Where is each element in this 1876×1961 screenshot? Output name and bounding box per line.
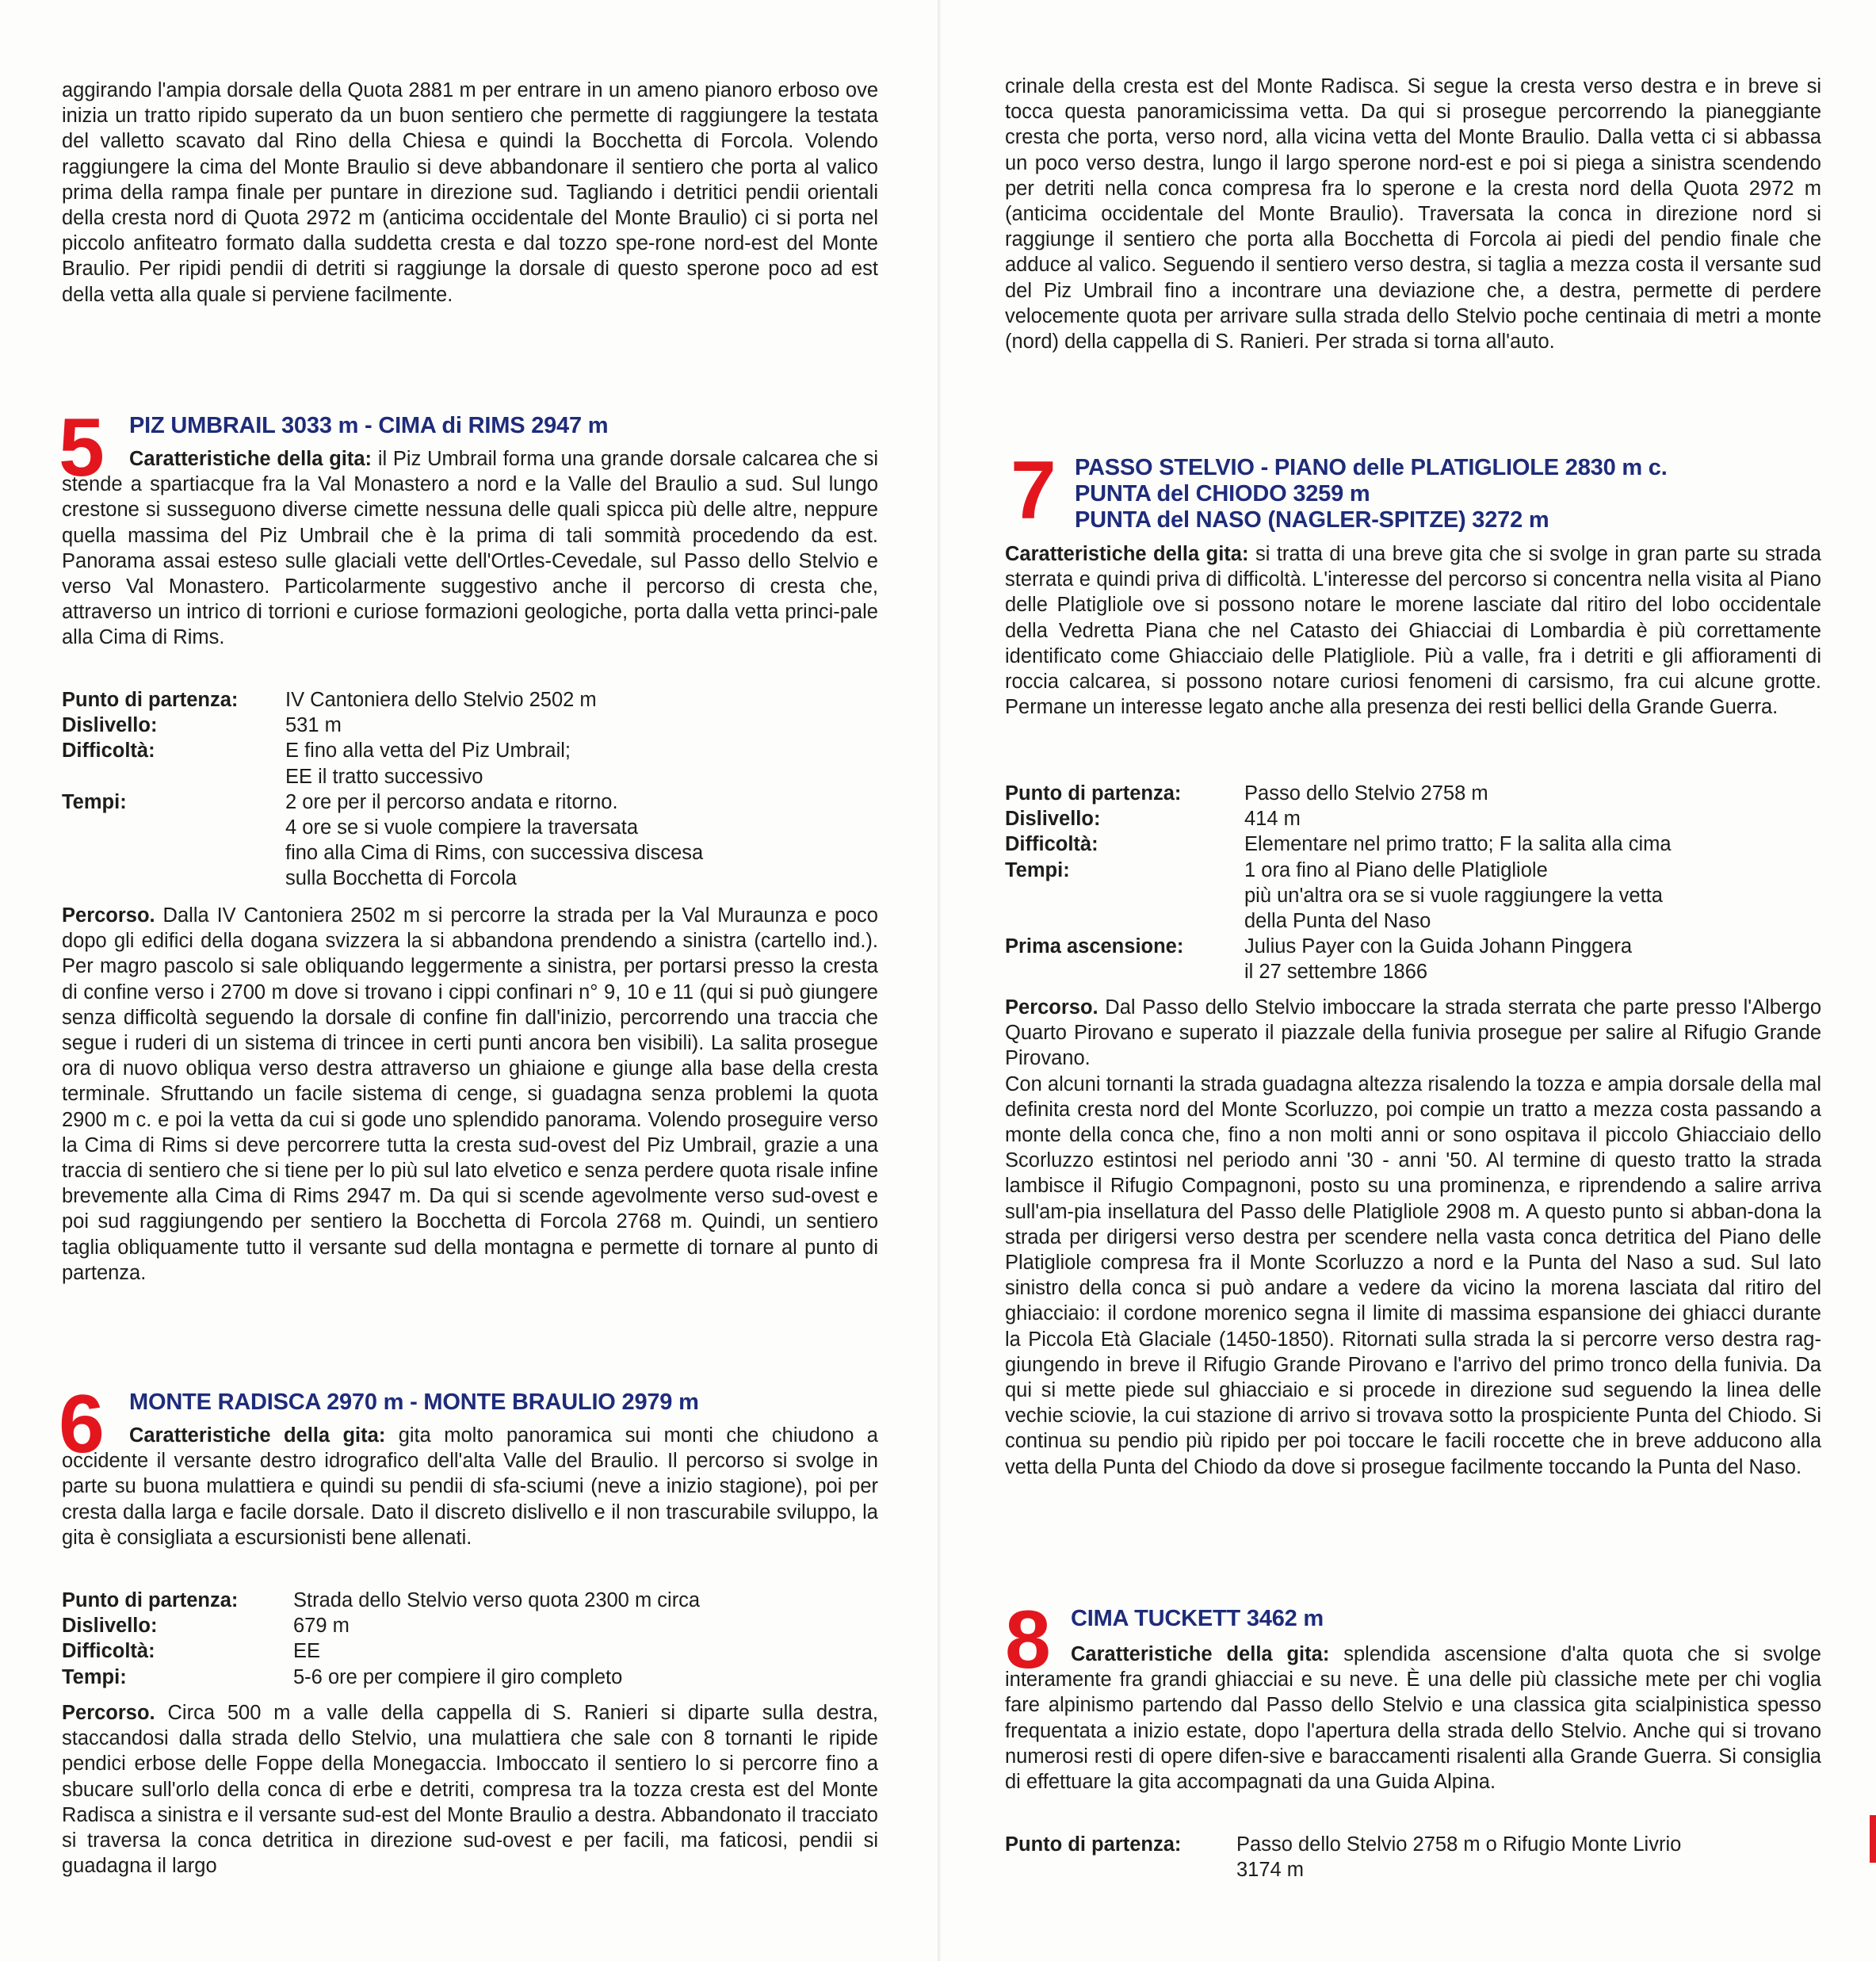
- section-7-title-line-2: PUNTA del CHIODO 3259 m: [1075, 481, 1370, 506]
- right-intro-text: crinale della cresta est del Monte Radisca. Si segue la cresta verso destra e in breve si tocca questa panoramicissima vetta. Da qui si prosegue percorrendo la pianeggiante cresta che porta, verso nord, alla vicina vetta del Monte Braulio. Dalla vetta ci si abbassa un poco verso destra, lungo il largo sperone nord-est e poi si piega a sinistra scendendo per detriti nella conca compresa fra lo sperone e la cresta nord della Quota 2972 m (anticima occidentale del Monte Braulio). Traversata la conca in direzione nord si raggiunge il sentiero che porta alla Bocchetta di Forcola ai piedi del pendio finale che adduce al valico. Seguendo il sentiero verso destra, si taglia a mezza costa il versante sud del Piz Umbrail fino a incontrare una deviazione che, a destra, permette di perdere velocemente quota per arrivare sulla strada dello Stelvio poche centinaia di metri a monte (nord) della cappella di S. Ranieri. Per strada si torna all'auto.: [1005, 75, 1821, 354]
- section-6-route-label: Percorso.: [62, 1702, 155, 1724]
- section-5-route-label: Percorso.: [62, 904, 155, 927]
- page-gutter: [938, 0, 941, 1961]
- page-edge-tab: [1870, 1815, 1876, 1863]
- s5-info-val-difficulty-2: EE il tratto successivo: [285, 765, 483, 788]
- section-7-number: 7: [1011, 445, 1055, 537]
- section-8-number: 8: [1005, 1594, 1049, 1686]
- section-8-char-label: Caratteristiche della gita:: [1071, 1643, 1330, 1665]
- s7-info-val-difficulty: Elementare nel primo tratto; F la salita alla cima: [1244, 833, 1672, 856]
- s7-info-val-times-3: della Punta del Naso: [1244, 910, 1431, 933]
- section-7-route-text: Dal Passo dello Stelvio imboccare la strada sterrata che parte presso l'Albergo Quarto Pirovano e superato il piazzale della funivia prosegue per salire al Rifugio Grande Pirovano.: [1005, 996, 1821, 1070]
- section-7-title: [1075, 455, 1668, 533]
- section-6-char-text: gita molto panoramica sui monti che chiudono a occidente il versante destro idrografico dell'alta Valle del Braulio. Il percorso si svolge in parte su buona mulattiera e quindi su pendii di sfa-sciumi (neve a inizio stagione), poi per cresta dalla larga e facile dorsale. Dato il discreto dislivello e il non trascurabile sviluppo, la gita è consigliata a escursionisti bene allenati.: [62, 1424, 878, 1549]
- s7-info-val-first-ascent-1: Julius Payer con la Guida Johann Pinggera: [1244, 935, 1633, 958]
- section-6-info: [62, 1588, 878, 1690]
- s5-info-val-times-3: fino alla Cima di Rims, con successiva discesa: [285, 842, 704, 865]
- section-7-char-label: Caratteristiche della gita:: [1005, 543, 1249, 565]
- s7-info-val-times-1: 1 ora fino al Piano delle Platigliole: [1244, 858, 1548, 881]
- s6-info-key-start: Punto di partenza:: [62, 1589, 239, 1611]
- section-7-characteristics: [1005, 541, 1821, 720]
- s6-info-val-times: 5-6 ore per compiere il giro completo: [293, 1665, 623, 1688]
- section-5-route-text: Dalla IV Cantoniera 2502 m si percorre la strada per la Val Muraunza e poco dopo gli edifici della dogana svizzera la si abbandona prendendo a sinistra (cartello ind.). Per magro pascolo si sale obliquando leggermente a sinistra, per portarsi presso la cresta di confine verso i 2700 m dove si trovano i cippi confinari n° 9, 10 e 11 (qui si può giungere senza difficoltà seguendo la dorsale di confine fin dall'inizio, percorrendo una traccia che segue i ruderi di un sistema di trincee in certi punti ancora ben visibili). La salita prosegue ora di nuovo obliqua verso destra attraverso un ghiaione e giunge alla base della cresta terminale. Sfruttando un facile sistema di cenge, si guadagna senza problemi la quota 2900 m c. e poi la vetta da cui si gode uno splendido panorama. Volendo proseguire verso la Cima di Rims si deve percorrere tutta la cresta sud-ovest del Piz Umbrail, grazie a una traccia di sentiero che si tiene per lo più sul lato elvetico e senza perdere quota risale infine brevemente alla Cima di Rims 2947 m. Da qui si scende agevolmente verso sud-ovest e poi sud raggiungendo per sentiero la Bocchetta di Forcola 2768 m. Quindi, un sentiero taglia obliquamente tutto il versante sud della montagna e permette di tornare al punto di partenza.: [62, 904, 878, 1284]
- left-intro-text: aggirando l'ampia dorsale della Quota 2881 m per entrare in un ameno pianoro erboso ove inizia un tratto ripido superato da un buon sentiero che permette di raggiungere la testata del valletto scavato dal Rino della Chiesa e quindi la Bocchetta di Forcola. Volendo raggiungere la cima del Monte Braulio si deve abbandonare il sentiero che porta al valico prima della rampa finale per puntare in direzione sud. Tagliando i detritici pendii orientali della cresta nord di Quota 2972 m (anticima occidentale del Monte Braulio) ci si porta nel piccolo anfiteatro formato dalla suddetta cresta e dal tozzo spe-rone nord-est del Monte Braulio. Per ripidi pendii di detriti si raggiunge la dorsale di questo sperone poco ad est della vetta alla quale si perviene facilmente.: [62, 79, 878, 306]
- s7-info-val-first-ascent-2: il 27 settembre 1866: [1244, 961, 1428, 984]
- s5-info-val-elevation: 531 m: [285, 714, 342, 737]
- s5-info-key-start: Punto di partenza:: [62, 689, 239, 711]
- s7-info-key-start: Punto di partenza:: [1005, 782, 1182, 805]
- section-5-char-text: il Piz Umbrail forma una grande dorsale calcarea che si stende a spartiacque fra la Val Monastero a nord e la Valle del Braulio a sud. Sul lungo crestone si susseguono diverse cimette nessuna delle quali spicca più delle altre, neppure quella massima del Piz Umbrail che è la prima di tali sommità procedendo da est. Panorama assai esteso sulle glaciali vette dell'Ortles-Cevedale, sul Passo dello Stelvio e verso Val Monastero. Particolarmente suggestivo anche il percorso di cresta che, attraverso un intrico di torrioni e curiose formazioni geologiche, porta dalla vetta princi-pale alla Cima di Rims.: [62, 448, 878, 649]
- s7-info-key-times: Tempi:: [1005, 858, 1070, 881]
- s5-info-key-elevation: Dislivello:: [62, 714, 158, 737]
- section-6-characteristics: [62, 1423, 878, 1550]
- s7-info-val-times-2: più un'altra ora se si vuole raggiungere la vetta: [1244, 884, 1663, 907]
- s8-info-val-start-2: 3174 m: [1236, 1859, 1305, 1882]
- section-7-char-text: si tratta di una breve gita che si svolge in gran parte su strada sterrata e quindi priva di difficoltà. L'interesse del percorso si concentra nella visita al Piano delle Platigliole ove si possono notare le morene lasciate dal ritiro del lobo occidentale della Vedretta Piana che nel Catasto dei Ghiacciai di Lombardia è più correttamente identificato come Ghiacciaio delle Platigliole. Più a valle, fra i detriti e gli affioramenti di roccia calcarea, si possono notare curiosi fenomeni di carsismo, fra cui alcune grotte. Permane un interesse legato anche alla presenza dei resti bellici della Grande Guerra.: [1005, 543, 1821, 719]
- section-8-characteristics: [1005, 1642, 1821, 1795]
- section-8-char-text: splendida ascensione d'alta quota che si svolge interamente fra grandi ghiacciai e su neve. È una delle più classiche mete per chi voglia fare alpinismo partendo dal Passo dello Stelvio e una classica gita scialpinistica spesso frequentata a inizio estate, dopo l'apertura della strada dello Stelvio. Anche qui si trovano numerosi resti di opere difen-sive e baraccamenti risalenti alla Grande Guerra. Si consiglia di effettuare la gita accompagnati da una Guida Alpina.: [1005, 1643, 1821, 1794]
- s5-info-key-difficulty: Difficoltà:: [62, 740, 155, 763]
- s8-info-key-start: Punto di partenza:: [1005, 1833, 1182, 1856]
- right-intro: [1005, 74, 1821, 354]
- section-7-route-text-2: Con alcuni tornanti la strada guadagna altezza risalendo la tozza e ampia dorsale della mal definita cresta nord del Monte Scorluzzo, poi compie un tratto a mezza costa passando a monte della conca che, fino a non molti anni or sono ospitava il piccolo Ghiacciaio dello Scorluzzo estintosi nel periodo anni '30 - anni '50. Al termine di questo tratto la strada lambisce il Rifugio Compagnoni, posto su una prominenza, e riprendendo a salire arriva sull'am-pia insellatura del Passo delle Platigliole 2908 m. A questo punto si abban-dona la strada per dirigersi verso destra per scendere nella vasta conca detritica del Piano delle Platigliole compresa fra il Monte Scorluzzo a nord e la Punta del Naso a sud. Sul lato sinistro della conca si può andare a vedere da vicino la morena lasciata dal ritiro del ghiacciaio: il cordone morenico segna il limite di massima espansione dei ghiacci durante la Piccola Età Glaciale (1450-1850). Ritornati sulla strada la si percorre verso destra rag-giungendo in breve il Rifugio Grande Pirovano e l'arrivo del primo tronco della funivia. Da qui si mette piede sul ghiacciaio e si procede in direzione sud seguendo la linea delle vechie sciovie, la cui stazione di arrivo si trovava sotto la prospiciente Punta del Chiodo. Si continua su pendio più ripido per poi toccare le facili roccette che in breve adducono alla vetta della Punta del Chiodo da dove si prosegue facilmente toccando la Punta del Naso.: [1005, 1072, 1821, 1478]
- section-7-info: [1005, 781, 1821, 985]
- section-5-title: PIZ UMBRAIL 3033 m - CIMA di RIMS 2947 m: [129, 413, 609, 438]
- s5-info-val-times-4: sulla Bocchetta di Forcola: [285, 867, 517, 890]
- s7-info-key-elevation: Dislivello:: [1005, 808, 1101, 831]
- section-8-info: [1005, 1832, 1821, 1883]
- section-6-route: [62, 1700, 878, 1879]
- s7-info-key-first-ascent: Prima ascensione:: [1005, 935, 1184, 958]
- left-intro: [62, 78, 878, 308]
- section-6-route-text: Circa 500 m a valle della cappella di S. Ranieri si diparte sulla destra, staccandosi dalla strada dello Stelvio, una mulattiera che sale con 8 tornanti le ripide pendici erbose delle Foppe della Monegaccia. Imboccato il sentiero lo si percorre fino a sbucare sull'orlo della conca di erbe e detriti, compresa tra la tozza cresta est del Monte Radisca a sinistra e il versante sud-est del Monte Braulio a destra. Abbandonato il tracciato si traversa la conca detritica in direzione sud-ovest e per facili, ma faticosi, pendii si guadagna il largo: [62, 1702, 878, 1878]
- s7-info-val-start: Passo dello Stelvio 2758 m: [1244, 782, 1488, 805]
- section-7-route: [1005, 995, 1821, 1480]
- s7-info-key-difficulty: Difficoltà:: [1005, 833, 1098, 856]
- section-5-char-label: Caratteristiche della gita:: [129, 448, 373, 470]
- s6-info-key-difficulty: Difficoltà:: [62, 1640, 155, 1663]
- s7-info-val-elevation: 414 m: [1244, 808, 1301, 831]
- s5-info-val-start: IV Cantoniera dello Stelvio 2502 m: [285, 689, 597, 711]
- section-7-title-line-3: PUNTA del NASO (NAGLER-SPITZE) 3272 m: [1075, 507, 1549, 533]
- section-6-title: MONTE RADISCA 2970 m - MONTE BRAULIO 2979 m: [129, 1390, 699, 1415]
- section-5-route: [62, 903, 878, 1286]
- s6-info-key-times: Tempi:: [62, 1665, 127, 1688]
- section-7-route-label: Percorso.: [1005, 996, 1098, 1019]
- section-7-title-line-1: PASSO STELVIO - PIANO delle PLATIGLIOLE 2830 m c.: [1075, 455, 1668, 480]
- section-5-info: [62, 687, 878, 892]
- s6-info-key-elevation: Dislivello:: [62, 1615, 158, 1638]
- s6-info-val-difficulty: EE: [293, 1640, 321, 1663]
- s8-info-val-start-1: Passo dello Stelvio 2758 m o Rifugio Monte Livrio: [1236, 1833, 1682, 1856]
- section-8-title: CIMA TUCKETT 3462 m: [1071, 1606, 1324, 1631]
- section-6-number: 6: [59, 1378, 103, 1470]
- s6-info-val-start: Strada dello Stelvio verso quota 2300 m circa: [293, 1589, 701, 1611]
- section-5-characteristics: [62, 446, 878, 651]
- s5-info-key-times: Tempi:: [62, 790, 127, 813]
- s5-info-val-times-1: 2 ore per il percorso andata e ritorno.: [285, 790, 618, 813]
- s5-info-val-difficulty-1: E fino alla vetta del Piz Umbrail;: [285, 740, 571, 763]
- s6-info-val-elevation: 679 m: [293, 1615, 350, 1638]
- section-6-char-label: Caratteristiche della gita:: [129, 1424, 386, 1447]
- section-5-number: 5: [59, 402, 103, 494]
- s5-info-val-times-2: 4 ore se si vuole compiere la traversata: [285, 816, 639, 839]
